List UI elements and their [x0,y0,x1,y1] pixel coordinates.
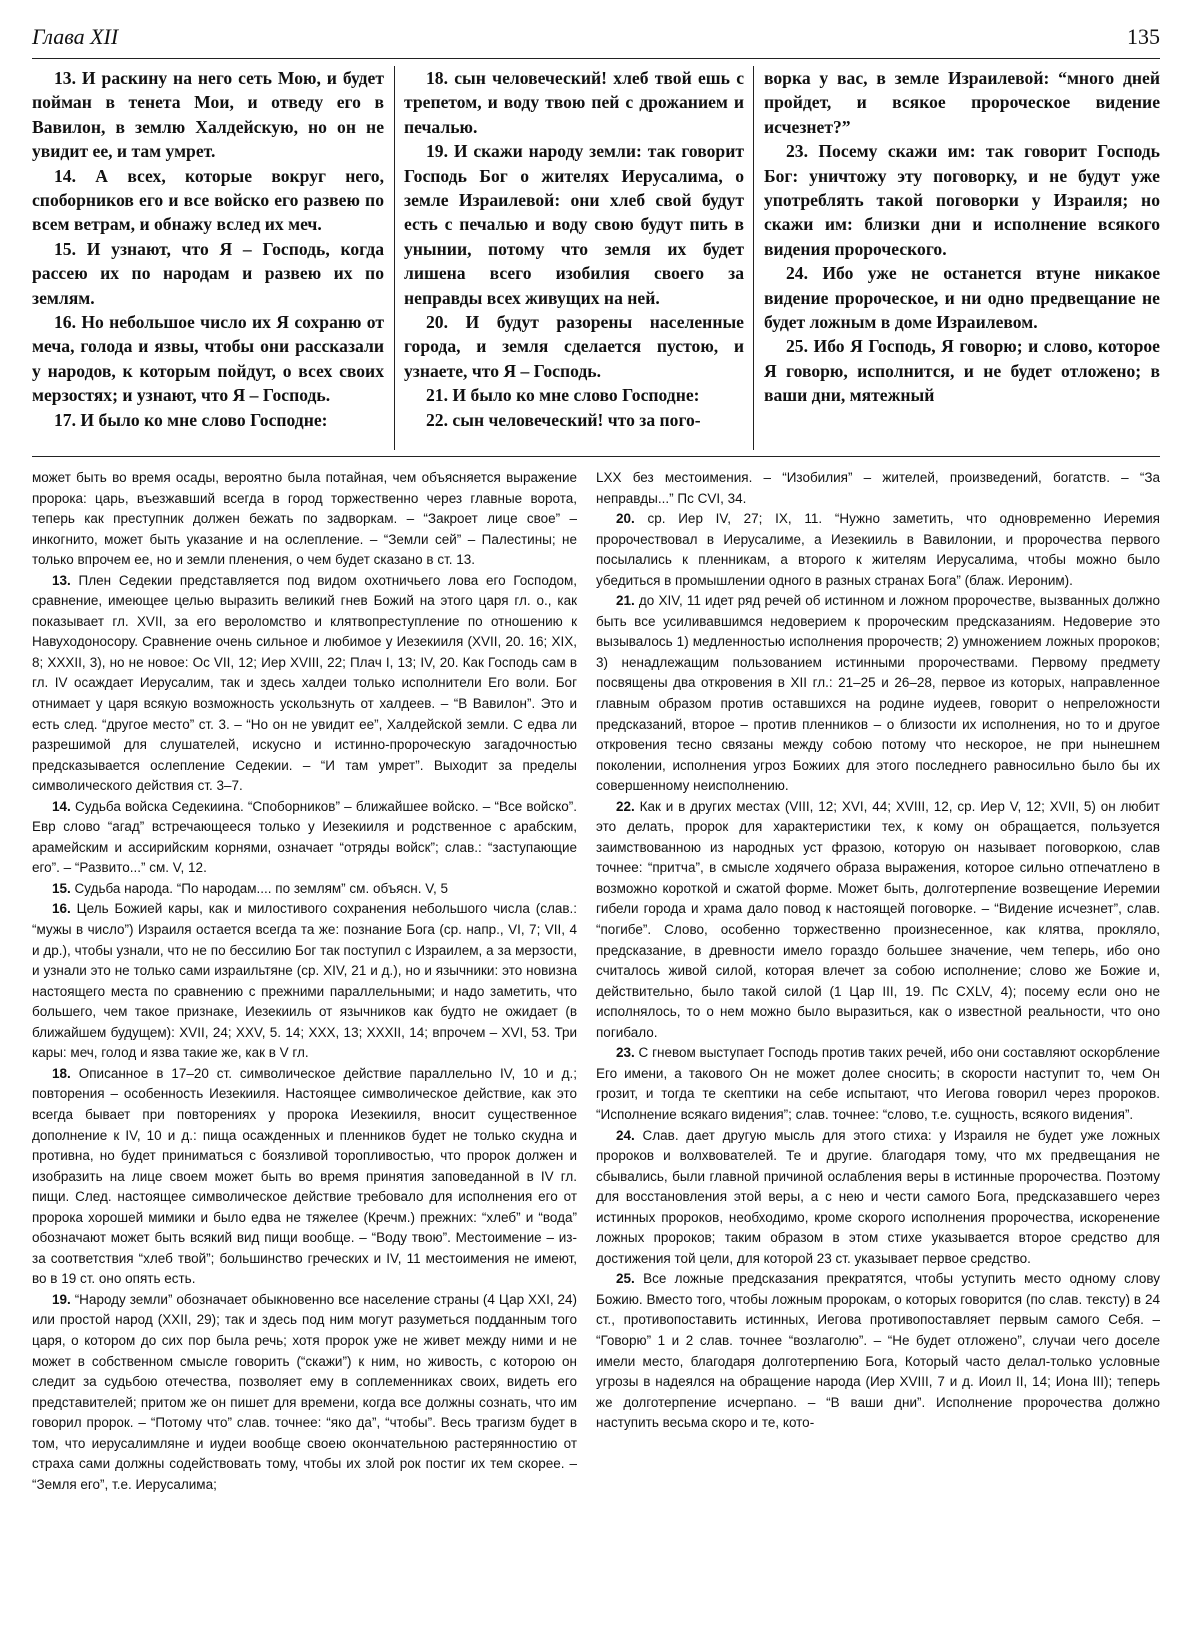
verse-number: 15. [54,238,76,259]
verse-number: 19. [426,141,448,162]
verse-number: 16. [54,312,76,333]
verse-text: И узнают, что Я – Господь, когда рассею их по народам и развею их по землям. [32,238,384,308]
verse-text: Судьба народа. “По народам.... по землям” см. объясн. V, 5 [70,880,448,896]
verse-text: Посему скажи им: так говорит Господь Бог: уничтожу эту поговорку, и не будут уже употреблять такой поговорки у Израиля; но скажи им: близки дни и исполнение всякого видения пророческого. [764,141,1160,259]
verse-text: И скажи народу земли: так говорит Господь Бог о жителях Иерусалима, о земле Израилевой: они хлеб свой будут есть с печалью и воду свою будут пить в унынии, потому что земля их будет лишена всего изобилия своего за неправды всех живущих на ней. [404,141,744,308]
verse-number: 21. [616,593,635,609]
commentary-paragraph [32,1064,577,1290]
page-header [32,22,1160,59]
scripture-column-3 [764,66,1160,448]
commentary-paragraph [596,591,1160,796]
verse-number: 22. [616,798,635,814]
verse-text: LXX без местоимения. – “Изобилия” – жителей, произведений, богатств. – “За неправды...” Пс CVI, 34. [596,470,1160,506]
verse-number: 23. [786,141,808,162]
verse-number: 21. [426,385,448,406]
scripture-verse [32,237,384,310]
verse-number: 24. [616,1127,635,1143]
verse-text: И раскину на него сеть Мою, и будет пойман в тенета Мои, и отведу его в Вавилон, в землю Халдейскую, но он не увидит ее, и там умрет. [32,68,384,162]
verse-number: 14. [54,165,76,186]
scripture-verse [32,164,384,237]
verse-text: Слав. дает другую мысль для этого стиха: у Израиля не будет уже ложных пророков и волхвователей. Те и другие. благодаря тому, что мх предвещания не сбывались, были главной причиной ослабления веры в истинные пророчества. Поэтому для восстановления этой веры, а с нею и чести самого Бога, предсказавшего через истинных пророков, необходимо, кроме скорого исполнения пророчества, искоренение ложных пророков; таким образом в этом стихе указывается второе средство для достижения той цели, для которой 23 ст. указывает первое средство. [596,1127,1160,1266]
verse-text: И было ко мне слово Господне: [448,385,700,406]
verse-text: И будут разорены населенные города, и земля сделается пустою, и узнаете, что Я – Господь. [404,312,744,381]
column-divider [394,66,395,450]
commentary-paragraph [596,797,1160,1044]
scripture-column-2 [404,66,744,448]
verse-number: 14. [52,798,71,814]
column-divider [753,66,754,450]
verse-number: 15. [52,880,71,896]
scripture-verse [404,66,744,139]
commentary-paragraph [596,509,1160,591]
verse-number: 22. [426,409,448,430]
verse-number: 25. [786,336,808,357]
scripture-verse [404,408,744,432]
scripture-verse [404,139,744,310]
verse-text: Цель Божией кары, как и милостивого сохранения небольшого числа (слав.: “мужы в число”) Израиля остается всегда та же: познание Бога (ср. напр., VI, 7; VII, 4 и др.), чтобы узнали, что не по бессилию Бог так поступил с Израилем, а за мерзости, и узнали это не только сами израильтяне (ср. XIV, 21 и д.), но и язычники: это новизна настоящего места по сравнению с прежними параллельными; и надо заметить, что большего, чем такое признаке, Иезекииль от язычников как будто не ожидает (в ближайшем будущем): XVII, 24; XXV, 5. 14; XXX, 13; XXXII, 14; впрочем – XVI, 53. Три кары: меч, голод и язва такие же, как в V гл. [32,901,577,1061]
verse-text: Плен Седекии представляется под видом охотничьего лова его Господом, сравнение, имеющее целью выразить великий гнев Божий на этого царя гл. о., как показывает гл. XVII, за его вероломство и клятвопреступление по отношению к Навуходоносору. Сравнение очень сильное и любимое у Иезекииля (XVII, 20. 16; XIX, 8; XXXII, 3), но не новое: Ос VII, 12; Иер XVIII, 22; Плач I, 13; IV, 20. Как Господь сам в гл. IV осаждает Иерусалим, так и здесь халдеи только исполнители Его воли. Бог отнимает у царя всякую возможность ускользнуть от халдеев. – “В Вавилон”. Это и есть след. “другое место” ст. 3. – “Но он не увидит ее”, Халдейской земли. С едва ли разрешимой для слушателей, искусно и истинно-пророческую загадочностью предсказывается ослепление Седекии. – “И там умрет”. Выходит за пределы символического действия ст. 3–7. [32,572,577,794]
verse-text: ворка у вас, в земле Израилевой: “много дней пройдет, и всякое пророческое видение исчезнет?” [764,68,1160,137]
commentary-paragraph [32,468,577,571]
commentary-column-right [596,468,1160,1618]
commentary-column-left [32,468,577,1618]
verse-number: 13. [54,68,76,88]
verse-text: Все ложные предсказания прекратятся, чтобы уступить место одному слову Божию. Вместо того, чтобы ложным пророкам, о которых говорится (по слав. тексту) в 24 ст., противопоставить истинных, Иегова противопоставляет первым самого Себя. – “Говорю” 1 и 2 слав. точнее “возлаголю”. – “Не будет отложено”, случаи чего доселе имели место, благодаря долготерпению Бога, Который часто делал-только условные угрозы в надеялся на обращение народа (Иер XVIII, 7 и д. Иоил II, 14; Иона III); теперь же долготерпение исчерпано. – “В ваши дни”. Исполнение пророчества должно наступить весьма скоро и те, кото- [596,1271,1160,1431]
commentary-paragraph [596,468,1160,509]
verse-text: до XIV, 11 идет ряд речей об истинном и ложном пророчестве, вызванных должно быть все усиливавшимся недоверием к пророческим предсказаниям. Недоверие это вызывалось 1) медленностью исполнения пророчеств; 2) умножением ложных пророков; 3) ненадлежащим пользованием истинными пророчествами. Первому предмету посвящены два откровения в XII гл.: 21–25 и 26–28, первое из которых, направленное главным образом против оставшихся на родине иудеев, говорит о непреложности предсказаний, второе – против пленников – о близости их исполнения, но то и другое откровения тесно связаны между собою потому что нескорое, не при нынешнем поколении, исполнения угроз Божиих для этого последнего равносильно было бы их совершенному неисполнению. [596,593,1160,794]
scripture-verse [32,408,384,432]
verse-number: 25. [616,1271,635,1287]
scripture-verse [404,383,744,407]
verse-text: Но небольшое число их Я сохраню от меча, голода и язвы, чтобы они рассказали у народов, к которым пойдут, о всех своих мерзостях; и узнают, что Я – Господь. [32,312,384,406]
scripture-verse [32,310,384,408]
scripture-column-1 [32,66,384,448]
commentary-paragraph [596,1043,1160,1125]
verse-number: 20. [426,312,448,333]
verse-text: сын человеческий! что за пого- [448,409,701,430]
verse-text: ср. Иер IV, 27; IX, 11. “Нужно заметить, что одновременно Иеремия пророчествовал в Иерусалиме, а Иезекииль в Вавилонии, и пророчества первого посылались к пленникам, а второго к жителям Иерусалима, чтобы можно было убедиться в промышлении одного в разных странах Бога” (блаж. Иероним). [596,511,1160,588]
verse-text: Ибо Я Господь, Я говорю; и слово, которое Я говорю, исполнится, и не будет отложено; в ваши дни, мятежный [764,336,1160,406]
verse-text: И было ко мне слово Господне: [76,409,328,430]
scripture-verse [764,66,1160,139]
verse-number: 20. [616,511,635,527]
page-number: 135 [1127,24,1160,49]
commentary-paragraph [32,879,577,900]
verse-number: 18. [52,1065,71,1081]
commentary-paragraph [596,1269,1160,1433]
scripture-verse [764,139,1160,261]
verse-number: 23. [616,1045,635,1061]
commentary-paragraph [32,1290,577,1495]
verse-number: 17. [54,409,76,430]
scripture-verse [32,66,384,164]
commentary-paragraph [596,1126,1160,1270]
scripture-verse [764,334,1160,407]
verse-number: 13. [52,572,71,588]
scripture-verse [764,261,1160,334]
verse-text: “Народу земли” обозначает обыкновенно все население страны (4 Цар XXI, 24) или простой народ (XXII, 29); так и здесь под ним могут разуметься подданным того царя, о котором до сих пор была речь; хотя пророк уже не живет между ними и не может в собственном смысле говорить (“скажи”) к ним, но живость, с которою он следит за судьбою отечества, позволяет ему в соплеменниках своих, видеть его представителей; притом же он пишет для времени, когда все должны сознать, что им говорил пророк. – “Потому что” слав. точнее: “яко да”, “чтобы”. Весь трагизм будет в том, что иерусалимляне и иудеи вообще своею окончательною растерянностию от страха сами должны содействовать тому, чтобы их злой рок постиг их тем скорее. – “Земля его”, т.е. Иерусалима; [32,1291,577,1492]
verse-text: Описанное в 17–20 ст. символическое действие параллельно IV, 10 и д.; повторения – особенность Иезекииля. Настоящее символическое действие, как это всегда бывает при повторениях у пророка Иезекииля, вносит существенное дополнение к IV, 10 и д.: пища осажденных и пленников будет не только скудна и противна, но будет приниматься с боязливой торопливостью, что пророк должен и изобразить на лице своем может быть во время принятия заповеданной в IV гл. пищи. След. настоящее символическое действие требовало для исполнения его от пророка хорошей мимики и было едва не тяжелее (Кречм.) прежних: “хлеб” и “вода” обозначают может быть всякий вид пищи вообще. – “Воду твою”. Местоимение – из-за соответствия “хлеб твой”; большинство греческих и IV, 11 местоимения не имеют, во в 19 ст. оно опять есть. [32,1065,577,1287]
verse-text: Ибо уже не останется втуне никакое видение пророческое, и ни одно предвещание не будет ложным в доме Израилевом. [764,263,1160,333]
verse-number: 16. [52,901,71,917]
chapter-title: Глава XII [32,24,119,49]
verse-number: 19. [52,1291,71,1307]
verse-text: Судьба войска Седекиина. “Споборников” – ближайшее войско. – “Все войско”. Евр слово “агад” встречающееся только у Иезекииля и родственное с арабским, арамейским и ассирийским корнями, означает “отряды войск”; слав.: “заступающие его”. – “Развито...” см. V, 12. [32,798,577,876]
scripture-verse [404,310,744,383]
verse-text: может быть во время осады, вероятно была потайная, чем объясняется выражение пророка: царь, въезжавший всегда в город торжественно через главные ворота, теперь как преступник должен бежать по задворкам. – “Закроет лице свое” – инкогнито, может быть указание и на ослепление. – “Земли сей” – Палестины; не только впрочем ее, но и земли пленения, о чем будет сказано в ст. 13. [32,470,577,568]
section-divider [32,456,1160,457]
verse-text: С гневом выступает Господь против таких речей, ибо они составляют оскорбление Его имени, а такового Он не может долее сносить; в скорости наступит то, чем Он грозит, и тогда те скептики на себе испытают, что Иегова говорил через пророков. “Исполнение всякаго видения”; слав. точнее: “слово, т.е. сущность, всякого видения”. [596,1045,1160,1122]
commentary-paragraph [32,797,577,879]
verse-text: сын человеческий! хлеб твой ешь с трепетом, и воду твою пей с дрожанием и печалью. [404,68,744,137]
commentary-paragraph [32,571,577,797]
verse-text: А всех, которые вокруг него, споборников его и все войско его развею по всем ветрам, и обнажу вслед их меч. [32,165,384,235]
verse-number: 24. [786,263,808,284]
verse-text: Как и в других местах (VIII, 12; XVI, 44; XVIII, 12, ср. Иер V, 12; XVII, 5) он любит это делать, пророк для характеристики тех, к кому он обращается, пользуется заимствованною из народных уст фразою, которую он называет поговоркою, слав точнее: “притча”, в смысле ходячего образа выражения, которое сильно отпечатлено в возможно короткой и сжатой форме. Может быть, долготерпение возвещение Иеремии гибели города и храма дало повод к настоящей поговорке. – “Видение исчезнет”, слав. “погибе”. Слово, особенно торжественно произнесенное, как клятва, прокляло, предсказание, в древности имело гораздо большее значение, чем теперь, ибо оно считалось живой силой, которая влечет за собою исполнение; слово же Божие и, действительно, было такой силой (1 Цар III, 19. Пс CXLV, 4); посему если оно не исполнялось, то о нем можно было выразиться, как о известной реальности, что оно погибало. [596,798,1160,1040]
commentary-paragraph [32,899,577,1063]
verse-number: 18. [426,68,448,88]
